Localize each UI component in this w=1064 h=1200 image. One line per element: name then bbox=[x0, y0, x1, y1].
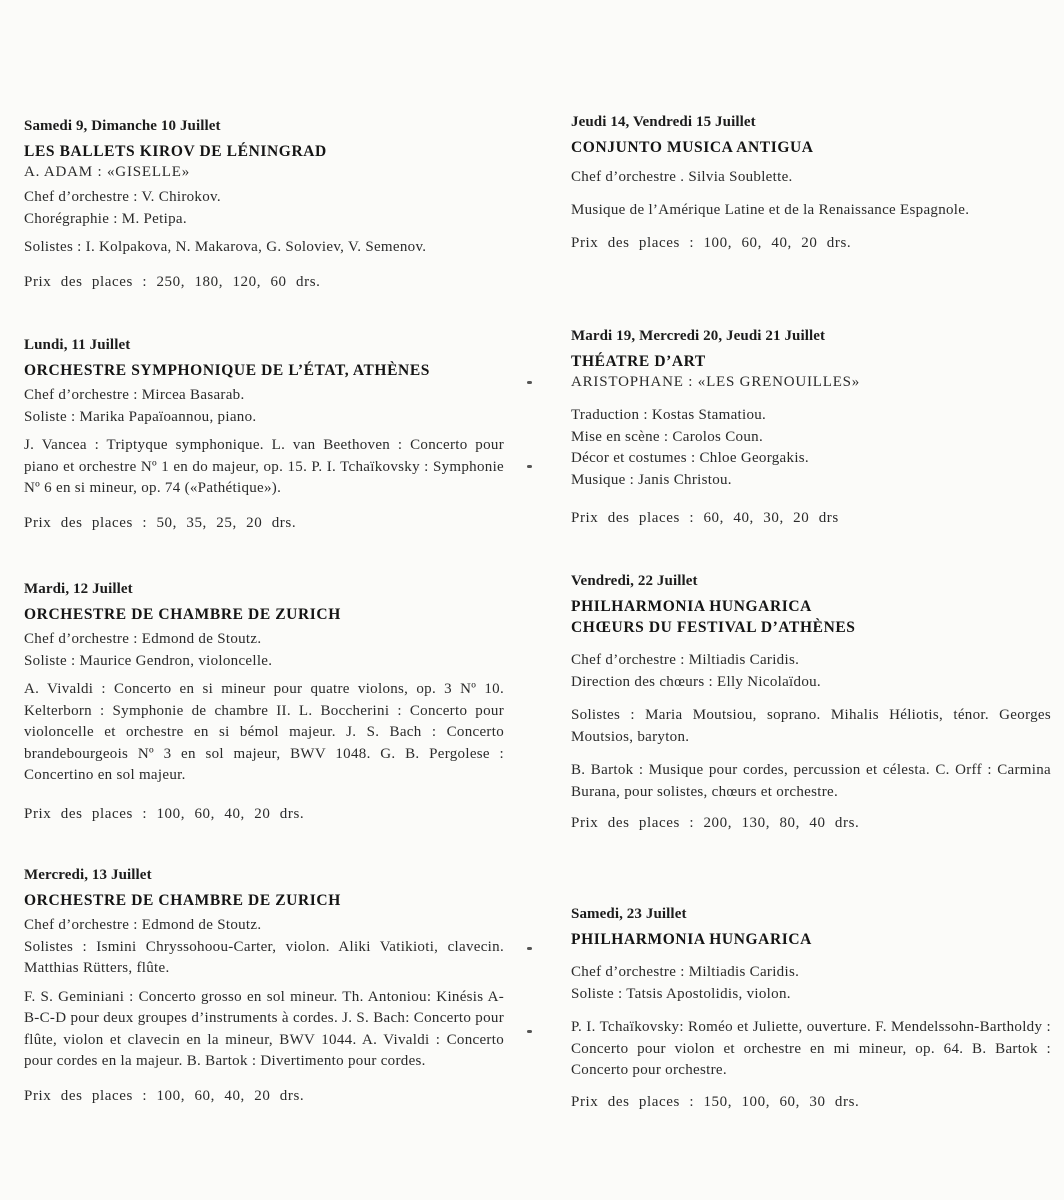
event-date: Vendredi, 22 Juillet bbox=[571, 573, 698, 589]
program-entry bbox=[571, 572, 1051, 834]
ticket-prices: Prix des places : 50, 35, 25, 20 drs. bbox=[24, 514, 297, 531]
program-paragraph: J. Vancea : Triptyque symphonique. L. van Beethoven : Concerto pour piano et orchestre Nº 1 en do majeur, op. 15. P. I. Tchaïkovsky : Symphonie Nº 6 en si mineur, op. 74 («Pathétique»). bbox=[24, 437, 504, 496]
program-paragraph: P. I. Tchaïkovsky: Roméo et Juliette, ouverture. F. Mendelssohn-Bartholdy : Concerto pour violon et orchestre en mi mineur, op. 64. B. Bartok : Concerto pour orchestre. bbox=[571, 1019, 1051, 1078]
fold-mark bbox=[527, 947, 532, 950]
event-subtitle: A. ADAM : «GISELLE» bbox=[24, 164, 191, 180]
soloists-paragraph: Solistes : I. Kolpakova, N. Makarova, G. Soloviev, V. Semenov. bbox=[24, 239, 427, 255]
program-entry bbox=[24, 336, 504, 534]
event-date: Jeudi 14, Vendredi 15 Juillet bbox=[571, 114, 756, 130]
conductor-paragraph: Chef d’orchestre : Miltiadis Caridis. Soliste : Tatsis Apostolidis, violon. bbox=[571, 964, 800, 1002]
program-paragraph: F. S. Geminiani : Concerto grosso en sol mineur. Th. Antoniou: Kinésis A-B-C-D pour deux groupes d’instruments à cordes. J. S. Bach: Concerto pour flûte, violon et clavecin en la mineur, BWV 1044. A. Vivaldi : Concerto pour cordes en la majeur. B. Bartok : Divertimento pour cordes. bbox=[24, 988, 504, 1069]
soloists-paragraph: Solistes : Maria Moutsiou, soprano. Mihalis Héliotis, ténor. Georges Moutsios, baryton. bbox=[571, 707, 1051, 745]
ticket-prices: Prix des places : 200, 130, 80, 40 drs. bbox=[571, 815, 860, 831]
event-title: ORCHESTRE DE CHAMBRE DE ZURICH bbox=[24, 606, 341, 623]
program-entry bbox=[24, 580, 504, 825]
soloists-paragraph: Solistes : Ismini Chryssohoou-Carter, violon. Aliki Vatikioti, clavecin. Matthias Rütters, flûte. bbox=[24, 938, 504, 976]
fold-mark bbox=[527, 1030, 532, 1033]
event-title: CONJUNTO MUSICA ANTIGUA bbox=[571, 139, 814, 156]
conductor-line: Chef d’orchestre : V. Chirokov. bbox=[24, 189, 221, 205]
program-paragraph: B. Bartok : Musique pour cordes, percussion et célesta. C. Orff : Carmina Burana, pour solistes, chœurs et orchestre. bbox=[571, 762, 1051, 800]
event-title: PHILHARMONIA HUNGARICA bbox=[571, 931, 812, 948]
program-entry bbox=[24, 117, 504, 293]
event-title: LES BALLETS KIROV DE LÉNINGRAD bbox=[24, 143, 327, 160]
event-title: PHILHARMONIA HUNGARICA bbox=[571, 598, 812, 615]
soloist-line: Soliste : Marika Papaïoannou, piano. bbox=[24, 408, 257, 425]
ticket-prices: Prix des places : 250, 180, 120, 60 drs. bbox=[24, 273, 321, 290]
event-date: Samedi 9, Dimanche 10 Juillet bbox=[24, 118, 221, 134]
event-subtitle: ARISTOPHANE : «LES GRENOUILLES» bbox=[571, 374, 861, 390]
credits-paragraph: Traduction : Kostas Stamatiou. Mise en scène : Carolos Coun. Décor et costumes : Chloe Georgakis. Musique : Janis Christou. bbox=[571, 407, 809, 488]
event-title-secondary: CHŒURS DU FESTIVAL D’ATHÈNES bbox=[571, 619, 856, 636]
conductor-line: Chef d’orchestre : Mircea Basarab. bbox=[24, 387, 245, 403]
ticket-prices: Prix des places : 60, 40, 30, 20 drs bbox=[571, 510, 839, 526]
program-entry bbox=[571, 905, 1051, 1113]
ticket-prices: Prix des places : 100, 60, 40, 20 drs. bbox=[571, 235, 852, 251]
conductor-line: Chef d’orchestre : Edmond de Stoutz. bbox=[24, 631, 262, 647]
event-date: Mardi 19, Mercredi 20, Jeudi 21 Juillet bbox=[571, 328, 826, 344]
program-paragraph: Musique de l’Amérique Latine et de la Renaissance Espagnole. bbox=[571, 201, 970, 218]
program-entry bbox=[24, 866, 504, 1107]
event-date: Lundi, 11 Juillet bbox=[24, 337, 131, 353]
event-date: Mercredi, 13 Juillet bbox=[24, 867, 152, 883]
ticket-prices: Prix des places : 100, 60, 40, 20 drs. bbox=[24, 1087, 305, 1104]
conductor-paragraph: Chef d’orchestre : Miltiadis Caridis. Direction des chœurs : Elly Nicolaïdou. bbox=[571, 652, 821, 690]
event-title: ORCHESTRE SYMPHONIQUE DE L’ÉTAT, ATHÈNES bbox=[24, 362, 430, 379]
program-entry bbox=[571, 327, 1051, 529]
program-paragraph: A. Vivaldi : Concerto en si mineur pour quatre violons, op. 3 Nº 10. Kelterborn : Symphonie de chambre II. L. Boccherini : Concerto pour violoncelle et orchestre en si bémol majeur. J. S. Bach : Concerto brandebourgeois Nº 3 en sol majeur, BWV 1048. G. B. Pergolese : Concertino en sol majeur. bbox=[24, 681, 504, 783]
fold-mark bbox=[527, 381, 532, 384]
event-title: ORCHESTRE DE CHAMBRE DE ZURICH bbox=[24, 892, 341, 909]
choreography-line: Chorégraphie : M. Petipa. bbox=[24, 210, 187, 227]
event-date: Mardi, 12 Juillet bbox=[24, 581, 133, 597]
program-entry bbox=[571, 113, 1051, 254]
event-date: Samedi, 23 Juillet bbox=[571, 906, 687, 922]
ticket-prices: Prix des places : 150, 100, 60, 30 drs. bbox=[571, 1093, 860, 1110]
event-title: THÉATRE D’ART bbox=[571, 353, 706, 370]
fold-mark bbox=[527, 465, 532, 468]
conductor-paragraph: Chef d’orchestre . Silvia Soublette. bbox=[571, 169, 793, 185]
conductor-line: Chef d’orchestre : Edmond de Stoutz. bbox=[24, 917, 262, 933]
soloist-line: Soliste : Maurice Gendron, violoncelle. bbox=[24, 652, 273, 669]
ticket-prices: Prix des places : 100, 60, 40, 20 drs. bbox=[24, 805, 305, 822]
